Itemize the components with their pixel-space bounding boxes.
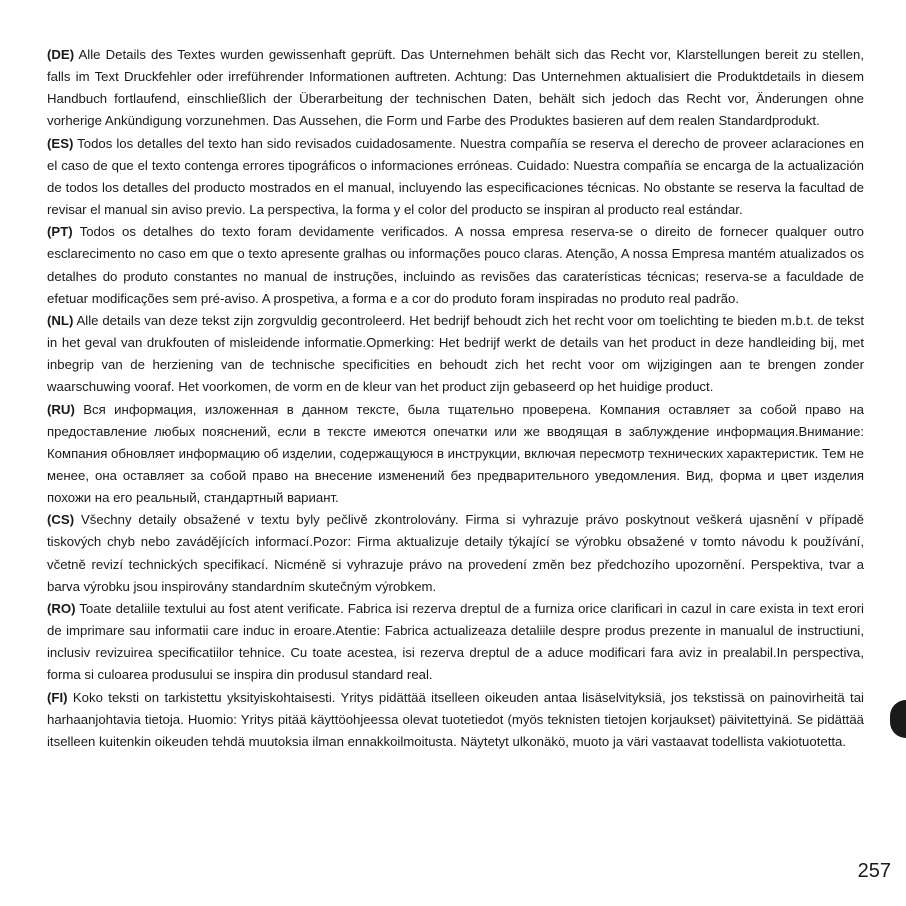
section-text: Toate detaliile textului au fost atent verificate. Fabrica isi rezerva dreptul de a furniza orice clarificari in cazul in care exista in text erori de imprimare sau informatii care induc in eroare.Atentie: Fabrica actualizeaza detaliile despre produs prezente in manualul de instructiuni, inclusiv revizuirea specificatiilor tehnice. Cu toate acestea, isi rezerva dreptul de a aduce modificari fara aviz in prealabil.In perspectiva, forma si culoarea produsului se inspira din produsul standard real. — [47, 600, 864, 683]
edge-tab-marker — [890, 700, 906, 738]
section-fi — [47, 687, 864, 753]
language-code: (RU) — [47, 401, 75, 417]
section-ru — [47, 399, 864, 510]
section-text: Alle Details des Textes wurden gewissenhaft geprüft. Das Unternehmen behält sich das Recht vor, Klarstellungen bereit zu stellen, falls im Text Druckfehler oder irreführender Informationen auftreten. Achtung: Das Unternehmen aktualisiert die Produktdetails in diesem Handbuch fortlaufend, einschließlich der Überarbeitung der technischen Daten, behält sich jedoch das Recht vor, Änderungen ohne vorherige Ankündigung vorzunehmen. Das Aussehen, die Form und Farbe des Produktes basieren auf dem realen Standardprodukt. — [47, 47, 864, 129]
language-code: (ES) — [47, 135, 74, 151]
section-pt — [47, 221, 864, 310]
section-cs — [47, 509, 864, 598]
section-text: Todos os detalhes do texto foram devidamente verificados. A nossa empresa reserva-se o direito de fornecer qualquer outro esclarecimento no caso em que o texto apresente gralhas ou informações pouco claras. Atenção, A nossa Empresa mantém atualizados os detalhes do produto constantes no manual de instruções, incluindo as revisões das caraterísticas técnicas; reserva-se a faculdade de efetuar modificações sem pré-aviso. A prospetiva, a forma e a cor do produto foram inspiradas no produto real padrão. — [47, 224, 864, 306]
language-code: (FI) — [47, 689, 68, 705]
section-text: Všechny detaily obsažené v textu byly pečlivě zkontrolovány. Firma si vyhrazuje právo poskytnout veškerá ujasnění v případě tiskových chyb nebo zavádějících informací.Pozor: Firma aktualizuje detaily týkající se výrobku obsažené v tomto návodu k používání, včetně revizí technických specifikací. Nicméně si vyhrazuje právo na provedení změn bez předchozího upozornění. Perspektiva, tvar a barva výrobku jsou inspirovány standardním skutečným výrobkem. — [47, 512, 864, 594]
language-code: (NL) — [47, 312, 74, 328]
section-de — [47, 44, 864, 133]
language-code: (PT) — [47, 224, 73, 240]
section-text: Koko teksti on tarkistettu yksityiskohtaisesti. Yritys pidättää itselleen oikeuden antaa lisäselvityksiä, jos tekstissä on painovirheitä tai harhaanjohtavia tietoja. Huomio: Yritys pitää käyttöohjeessa olevat tuotetiedot (myös teknisten tietojen korjaukset) päivitettyinä. Se pidättää itselleen kuitenkin oikeuden tehdä muutoksia ilman ennakkoilmoitusta. Näytetyt ulkonäkö, muoto ja väri vastaavat todellista vakiotuotetta. — [47, 689, 864, 749]
page-number: 257 — [857, 860, 891, 882]
section-text: Todos los detalles del texto han sido revisados cuidadosamente. Nuestra compañía se reserva el derecho de proveer aclaraciones en el caso de que el texto contenga errores tipográficos o informaciones erróneas. Cuidado: Nuestra compañía se encarga de la actualización de todos los detalles del producto mostrados en el manual, incluyendo las especificaciones técnicas. No obstante se reserva la facultad de revisar el manual sin aviso previo. La perspectiva, la forma y el color del producto se inspiran al producto real estándar. — [47, 135, 864, 218]
document-body — [47, 44, 864, 753]
section-text: Вся информация, изложенная в данном тексте, была тщательно проверена. Компания оставляет за собой право на предоставление любых пояснений, если в тексте имеются опечатки или же вводящая в заблуждение информация.Внимание: Компания обновляет информацию об изделии, содержащуюся в инструкции, включая пересмотр технических характеристик. Тем не менее, она оставляет за собой право на внесение изменений без предварительного уведомления. Вид, форма и цвет изделия похожи на его реальный, стандартный вариант. — [47, 401, 864, 506]
section-ro — [47, 598, 864, 687]
section-nl — [47, 310, 864, 399]
language-code: (RO) — [47, 600, 76, 616]
section-es — [47, 133, 864, 222]
section-text: Alle details van deze tekst zijn zorgvuldig gecontroleerd. Het bedrijf behoudt zich het recht voor om toelichting te bieden m.b.t. de tekst in het geval van drukfouten of misleidende informatie.Opmerking: Het bedrijf werkt de details van het product in deze handleiding bij, met inbegrip van de herziening van de technische specificities en behoudt zich het recht voor om wijzigingen aan te brengen zonder waarschuwing vooraf. Het voorkomen, de vorm en de kleur van het product zijn gebaseerd op het huidige product. — [47, 312, 864, 395]
language-code: (DE) — [47, 47, 75, 62]
language-code: (CS) — [47, 512, 75, 528]
